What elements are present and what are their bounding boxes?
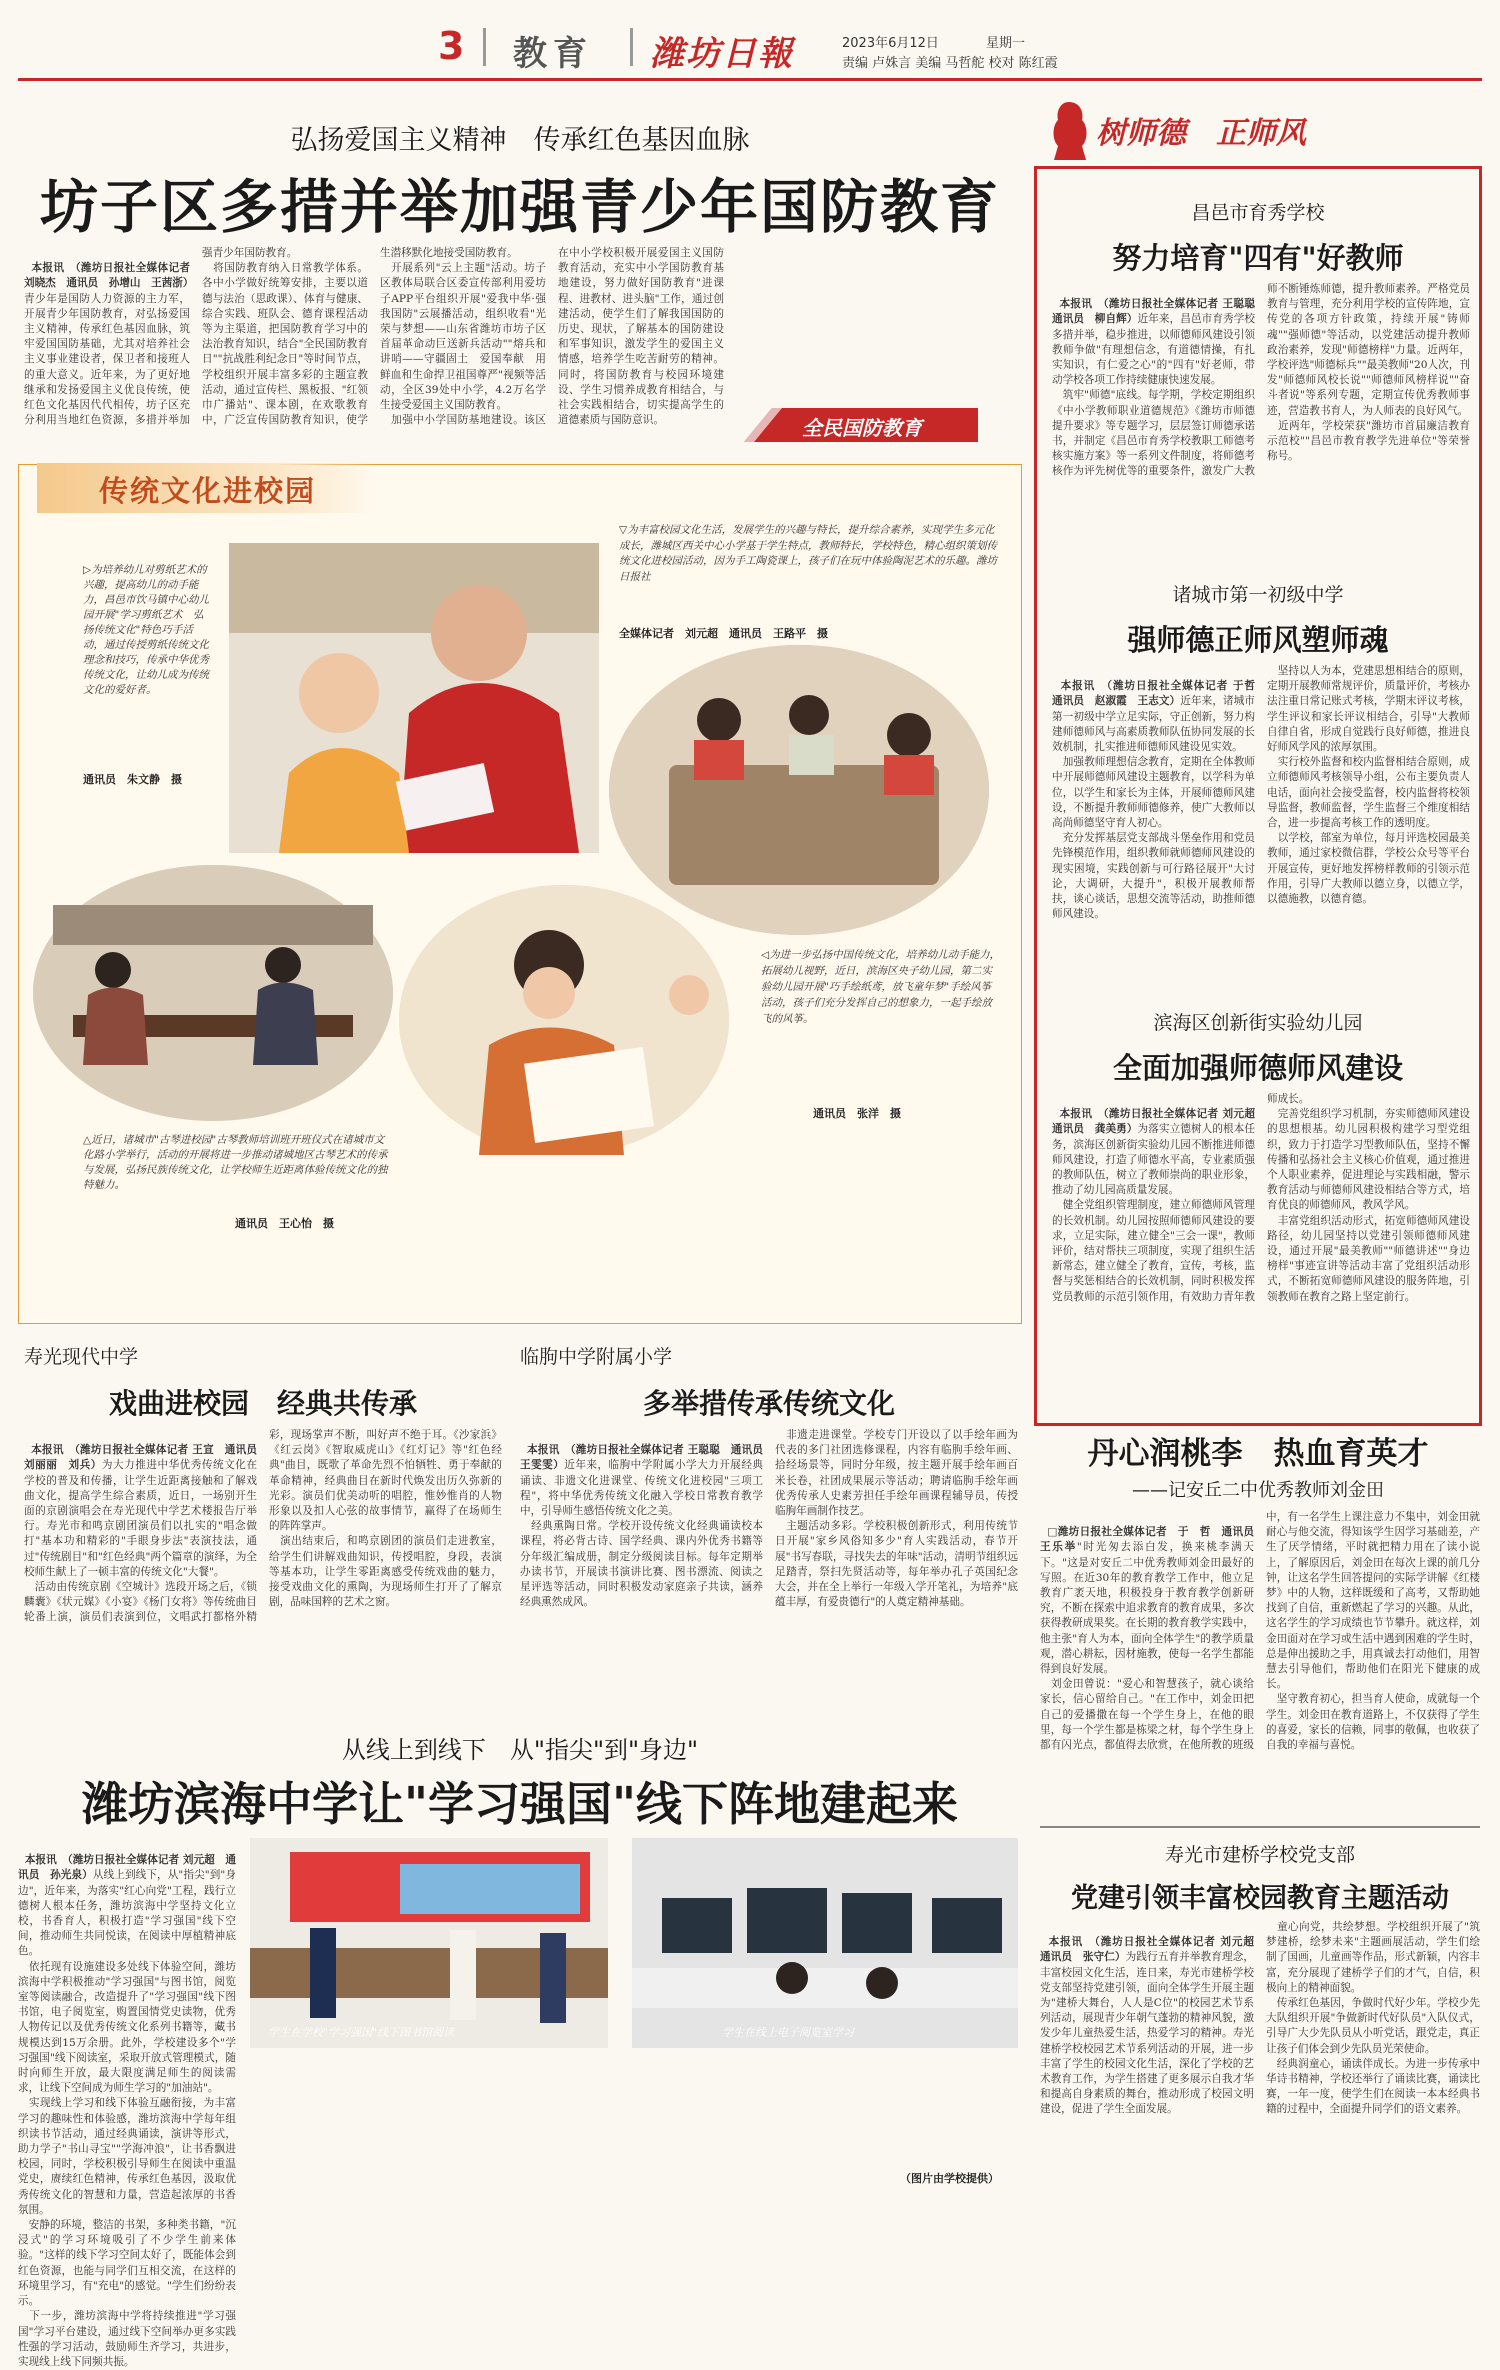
article2-title: 潍坊滨海中学让"学习强国"线下阵地建起来 — [82, 1777, 958, 1831]
caption-e-reading-room: 学生在线上电子阅览室学习 — [722, 2026, 854, 2039]
article2-body-col1 — [18, 1838, 236, 2368]
culture-banner — [37, 463, 377, 513]
s1-kicker: 昌邑市育秀学校 — [1191, 202, 1325, 224]
masthead-rule — [18, 78, 1482, 81]
s1-body — [1052, 282, 1470, 532]
s2-text: 近年来，诸城市第一初级中学立足实际，守正创新，努力构建师德师风与高素质教师队伍协同发展的长效机制，扎实推进师德师风建设见实效。 加强教师理想信念教育，定期在全体教师中开展师德师风建设主题教育，以学科为单位，以学生和家长为主体，开展师德师风建设，不断提升教师师德修养，使广大教师以高尚师德坚守育人初心。 充分发挥基层党支部战斗堡垒作用和党员先锋模范作用，组织教师就师德师风建设的现实困境，实践创新与可行路径展开"大讨论，大调研，大提升"，积极开展教师帮扶，谈心谈话，思想交流等活动，助推师德师风建设。 坚持以人为本，党建思想相结合的原则，定期开展教师常规评价，质量评价，考核办法注重日常记账式考核，学期末评议考核，学生评议和家长评议相结合，引导"大教师自律自省，形成自觉践行良好师德，推进良好师风学风的浓厚氛围。 实行校外监督和校内监督相结合原则，成立师德师风考核领导小组，公布主要负责人电话，面向社会接受监督，校内监督将校领导监督，教师监督，学生监督三个维度相结合，进一步提高考核工作的透明度。 以学校，部室为单位，每月评选校园最美教师，通过家校微信群，学校公众号等平台开展宣传，更好地发挥榜样教师的引领示范作用，引导广大教师以德立身，以德立学，以德施教，以德育德。 — [1052, 665, 1470, 921]
kites-illustration — [399, 885, 729, 1155]
s3-body — [1052, 1092, 1470, 1410]
linqu-body — [520, 1428, 1018, 1706]
issue-date: 2023年6月12日 — [842, 36, 939, 51]
culture-box — [18, 464, 1022, 1324]
s1-title: 努力培育"四有"好教师 — [1112, 241, 1404, 275]
caption-kites: ◁为进一步弘扬中国传统文化，培养幼儿动手能力，拓展幼儿视野，近日，滨海区央子幼儿园，第二实验幼儿园开展"巧手绘纸鸢，放飞童年梦"手绘风筝活动，孩子们充分发挥自己的想象力，一起手绘放飞的风筝。 — [761, 949, 1001, 1025]
article1-byline: 本报讯 （潍坊日报社全媒体记者 刘晓杰 通讯员 孙增山 王茜浙） — [24, 262, 194, 290]
caption-library: 学生在学校"学习强国"线下图书馆阅读 — [268, 2026, 455, 2039]
shouguang-text: 为大力推进中华优秀传统文化在学校的普及和传播，让学生近距离接触和了解戏曲文化，提高学生综合素质，近日，一场别开生面的京剧演唱会在寿光现代中学艺术楼报告厅举行。寿光市和鸣京剧团演员们以扎实的"唱念做打"基本功和精彩的"手眼身步法"表演技法，通过"传统剧目"和"红色经典"两个篇章的演绎，为全校师生献上了一顿丰富的传统文化"大餐"。 活动由传统京剧《空城计》选段开场之后，《锁麟囊》《状元媒》《小宴》《杨门女将》等传统曲目轮番上演，演员们表演到位，文唱武打都格外精彩，现场掌声不断，叫好声不绝于耳。《沙家浜》《红云岗》《智取威虎山》《红灯记》等"红色经典"曲目，既歌了革命先烈不怕牺牲、勇于奉献的革命精神，经典曲目在新时代焕发出历久弥新的光彩。演员们优美动听的唱腔，惟妙惟肖的人物形象以及扣人心弦的故事情节，赢得了在场师生的阵阵掌声。 演出结束后，和鸣京剧团的演员们走进教室，给学生们讲解戏曲知识，传授唱腔，身段，表演等基本功，让学生零距离感受传统戏曲的魅力，接受戏曲文化的熏陶，为现场师生打开了了解京剧，品味国粹的艺术之窗。 — [24, 1429, 502, 1624]
s1-text: 近年来，昌邑市育秀学校多措并举，稳步推进，以师德师风建设引领教师争做"有理想信念，有道德情操，有扎实知识，有仁爱之心"的"四有"好老师，带动学校各项工作持续健康快速发展。 筑牢"师德"底线。每学期，学校定期组织《中小学教师职业道德规范》《潍坊市师德提升要求》等专题学习，层层签订师德承诺书，并制定《昌邑市育秀学校教职工师德考核实施方案》等一系列文件制度，将师德考核作为评先树优等的重要条件，激发广大教师不断锤炼师德，提升教师素养。严格党员教育与管理，充分利用学校的宣传阵地，宣传党的各项方针政策，持续开展"铸师魂""强师德"等活动，以党建活动提升教师政治素养，发现"师德榜样"力量。近两年，学校评选"师德标兵""最美教师"20人次，刊发"师德师风校长说""师德师风榜样说""奋斗者说"等系列专题，定期宣传优秀教师事迹，营造教书育人，为人师表的良好风气。 近两年，学校荣获"潍坊市首届廉洁教育示范校""昌邑市教育教学先进单位"等荣誉称号。 — [1052, 283, 1470, 478]
s2-body — [1052, 664, 1470, 972]
linqu-kicker: 临朐中学附属小学 — [520, 1346, 673, 1368]
photo-e-reading-room — [632, 1838, 1018, 2048]
defense-badge — [742, 404, 982, 444]
article1-kicker: 弘扬爱国主义精神 传承红色基因血脉 — [290, 125, 750, 156]
article1-title: 坊子区多措并举加强青少年国防教育 — [39, 173, 1000, 241]
s3-title: 全面加强师德师风建设 — [1112, 1051, 1403, 1085]
issue-weekday: 星期一 — [986, 36, 1026, 51]
s4-subtitle: ——记安丘二中优秀教师刘金田 — [1132, 1480, 1384, 1501]
s4-byline: □潍坊日报社全媒体记者 于 哲 通讯员 王乐举 — [1040, 1526, 1265, 1554]
article1-text: 青少年是国防人力资源的主力军，开展青少年国防教育，对弘扬爱国主义精神，传承红色基因血脉，筑牢爱国国防基础，尤其对培养社会主义事业建设者，保卫者和接班人的重大意义。近年来，为了更好地继承和发扬爱国主义优良传统，使红色文化基因代代相传，坊子区充分利用当地红色资源，多措并举加强青少年国防教育。 将国防教育纳入日常教学体系。各中小学做好统筹安排，主要以道德与法治（思政课）、体育与健康、综合实践、班队会、德育课程活动等为主渠道，把国防教育学习中的法治教育知识，结合"全民国防教育日""抗战胜利纪念日"等时间节点，学校组织开展丰富多彩的主题宣教活动，通过宣传栏、黑板报、"红领巾广播站"、课本剧，在欢歌教育中，广泛宣传国防教育知识，使学生潜移默化地接受国防教育。 开展系列"云上主题"活动。坊子区教体局联合区委宣传部利用爱坊子APP平台组织开展"爱我中华·强我国防"云展播活动，组织收看"光荣与梦想——山东省潍坊市坊子区首届革命动巨送新兵活动""熔兵和讲哨——守疆固土 爱国奉献 用鲜血和生命捍卫祖国尊严"视频等活动，全区39处中小学，4.2万名学生接受爱国主义国防教育。 加强中小学国防基地建设。该区在中小学校积极开展爱国主义国防教育活动，充实中小学国防教育基地建设，努力做好国防教育"进课程、进教材、进头脑"工作，通过创建活动，使学生们了解我国国防的历史、现状，了解基本的国防建设和军事知识，激发学生的爱国主义情感，培养学生吃苦耐劳的精神。同时，将国防教育与校园环境建设、学生习惯养成教育相结合，与社会实践相结合，切实提高学生的道德素质与国防意识。 — [24, 247, 724, 427]
e-reading-illustration — [632, 1838, 1018, 2048]
article2-kicker: 从线上到线下 从"指尖"到"身边" — [341, 1736, 699, 1764]
photo-paper-cutting — [229, 543, 599, 853]
linqu-byline: 本报讯 （潍坊日报社全媒体记者 王聪聪 通讯员 王雯雯） — [520, 1444, 774, 1472]
s4-body — [1040, 1510, 1480, 1806]
s4-title: 丹心润桃李 热血育英才 — [1087, 1436, 1429, 1472]
sidebar-brand — [1040, 96, 1482, 166]
s3-byline: 本报讯 （潍坊日报社全媒体记者 刘元超 通讯员 龚美勇） — [1052, 1108, 1266, 1136]
caption-guqin: △近日，诸城市"古琴进校园"古琴教师培训班开班仪式在诸城市文化路小学举行，活动的开展将进一步推动诸城地区古琴艺术的传承与发展，弘扬民族传统文化，让学校师生近距离体验传统文化的独特魅力。 — [83, 1134, 388, 1191]
article2-photo-credit: （图片由学校提供） — [900, 2172, 999, 2185]
badge-label: 全民国防教育 — [802, 416, 922, 440]
shouguang-byline: 本报讯 （潍坊日报社全媒体记者 王宣 通讯员 刘丽丽 刘兵） — [24, 1444, 268, 1472]
culture-banner-text: 传统文化进校园 — [99, 474, 317, 508]
caption-pottery: ▽为丰富校园文化生活，发展学生的兴趣与特长，提升综合素养，实现学生多元化成长，潍城区西关中心小学基于学生特点，教师特长，学校特色，精心组织策划传统文化进校园活动，因为手工陶瓷课上，孩子们在玩中体验陶泥艺术的乐趣。潍坊日报社 — [619, 524, 997, 583]
masthead-divider — [483, 28, 486, 66]
teacher-silhouette-icon — [1044, 96, 1094, 160]
s2-title: 强师德正师风塑师魂 — [1127, 623, 1389, 657]
s5-kicker: 寿光市建桥学校党支部 — [1164, 1844, 1355, 1866]
brand-text-b: 正师风 — [1216, 116, 1306, 151]
shouguang-body — [24, 1428, 502, 1706]
caption-paper-cutting: ▷为培养幼儿对剪纸艺术的兴趣，提高幼儿的动手能力，昌邑市饮马镇中心幼儿园开展"学习剪纸艺术 弘扬传统文化"特色巧手活动，通过传授剪纸传统文化理念和技巧，传承中华优秀传统文化，让幼儿成为传统文化的爱好者。 — [83, 564, 209, 696]
editor-credits: 责编 卢姝言 美编 马哲舵 校对 陈红霞 — [842, 56, 1058, 71]
s5-title: 党建引领丰富校园教育主题活动 — [1071, 1883, 1449, 1914]
s3-text: 为落实立德树人的根本任务，滨海区创新街实验幼儿园不断推进师德师风建设，打造了师德水平高，专业素质强的教师队伍，树立了教师崇尚的职业形象，推动了幼儿园高质量发展。 健全党组织管理制度，建立师德师风管理的长效机制。幼儿园按照师德师风建设的要求，立足实际，建立健全"三会一课"，教师评价，结对帮扶三项制度，实现了组织生活新常态，建立健全了教育，宣传，考核，监督与奖惩相结合的长效机制，同时积极发挥党员教师的示范引领作用，有效助力青年教师成长。 完善党组织学习机制，夯实师德师风建设的思想根基。幼儿园积极构建学习型党组织，致力于打造学习型教师队伍，坚持不懈传播和弘扬社会主义核心价值观，通过推进个人职业素养，促进理论与实践相融，警示教育活动与师德师风建设相结合等方式，培育优良的师德师风，教风学风。 丰富党组织活动形式，拓宽师德师风建设路径，幼儿园坚持以党建引领师德师风建设，通过开展"最美教师""师德讲述""身边榜样"事迹宣讲等活动丰富了党组织活动形式，不断拓宽师德师风建设的服务阵地，引领教师在教育之路上坚定前行。 — [1052, 1093, 1470, 1303]
photo-kites — [399, 885, 729, 1155]
photo-library — [250, 1838, 608, 2048]
s5-body — [1040, 1920, 1480, 2176]
section-name: 教育 — [513, 34, 593, 74]
s2-kicker: 诸城市第一初级中学 — [1172, 584, 1344, 606]
paper-logo: 潍坊日報 — [650, 34, 794, 74]
article2-text: 从线上到线下，从"指尖"到"身边"，近年来，为落实"红心向党"工程，践行立德树人根本任务，潍坊滨海中学坚持文化立校，书香育人，积极打造"学习强国"线下空间，推动师生共同悦读，在阅读中厚植精神底色。 依托现有设施建设多处线下体验空间，潍坊滨海中学积极推动"学习强国"与图书馆，阅览室等阅读融合，改造提升了"学习强国"线下图书馆，电子阅览室，购置国情党史读物，优秀人物传记以及优秀传统文化系列书籍等，藏书规模达到15万余册。此外，学校建设多个"学习强国"线下阅读室，采取开放式管理模式，随时向师生开放，最大限度满足师生的阅读需求，让线下空间成为师生学习的"加油站"。 实现线上学习和线下体验互融衔接，为丰富学习的趣味性和体验感，潍坊滨海中学每年组织读书节活动，通过经典诵读，演讲等形式，助力学子"书山寻宝""学海冲浪"，让书香飘进校园，同时，学校积极引导师生在阅读中重温党史，赓续红色精神，传承红色基因，汲取优秀传统文化的智慧和力量，营造起浓厚的书香氛围。 安静的环境，整洁的书架，多种类书籍，"沉浸式"的学习环境吸引了不少学生前来体验。"这样的线下学习空间太好了，既能体会到红色资源，也能与同学们互相交流，在这样的环境里学习，有"充电"的感觉。"学生们纷纷表示。 下一步，潍坊滨海中学将持续推进"学习强国"学习平台建设，通过线下空间举办更多实践性强的学习活动，鼓励师生齐学习，共进步，实现线上线下同频共振。 — [18, 1869, 236, 2368]
article2-body-rest — [250, 2058, 1018, 2176]
library-illustration — [250, 1838, 608, 2048]
s5-text: 为践行五育并举教育理念，丰富校园文化生活，连日来，寿光市建桥学校党支部坚持党建引领，面向全体学生开展主题为"建桥大舞台，人人是C位"的校园艺术节系列活动，展现青少年朝气蓬勃的精神风貌，激发少年儿童热爱生活，热爱学习的精神。寿光建桥学校校园艺术节系列活动的开展，进一步丰富了学生的校园文化生活，深化了学校的艺术教育工作，为学生搭建了更多展示自我才华和提高自身素质的舞台，推动形成了校园文明建设，促进了学生全面发展。 童心向党，共绘梦想。学校组织开展了"筑梦建桥，绘梦未来"主题画展活动，学生们绘制了国画，儿童画等作品，形式新颖，内容丰富，充分展现了建桥学子们的才气，自信，积极向上的精神面貌。 传承红色基因，争做时代好少年。学校少先大队组织开展"争做新时代好队员"入队仪式，引导广大少先队员从小听党话，跟党走，真正让孩子们体会到少先队员光荣使命。 经典润童心，诵读伴成长。为进一步传承中华诗书精神，学校还举行了诵读比赛，诵读比赛，一年一度，使学生们在阅读一本本经典书籍的过程中，全面提升同学们的语文素养。 — [1040, 1921, 1480, 2116]
caption-pottery-credit: 全媒体记者 刘元超 通讯员 王路平 摄 — [619, 627, 828, 640]
caption-paper-cutting-credit: 通讯员 朱文静 摄 — [83, 773, 182, 786]
s2-byline: 本报讯 （潍坊日报社全媒体记者 于哲 通讯员 赵淑霞 王志文） — [1052, 680, 1266, 708]
article2-byline: 本报讯 （潍坊日报社全媒体记者 刘元超 通讯员 孙光泉） — [18, 1854, 236, 1882]
article1-body-tail — [740, 246, 1012, 386]
s4-text: "时光匆去添白发，换来桃李满天下。"这是对安丘二中优秀教师刘金田最好的写照。在近30年的教育教学工作中，他立足教育广袤天地，积极投身于教育教学创新研究，不断在探索中追求教育的教育成果，多次获得教研成果奖。在长期的教育教学实践中，他主张"育人为本，面向全体学生"的教学质量观，潜心耕耘，因材施教，使每一名学生都能得到良好发展。 刘金田曾说："爱心和智慧孩子，就心谈给家长，信心留给自己。"在工作中，刘金田把自己的爱播撒在每一个学生身上，在他的眼里，每一个学生都是栋梁之材，每个学生身上都有闪光点，都值得去欣赏，在他所教的班级中，有一名学生上课注意力不集中，刘金田就耐心与他交流，得知该学生因学习基础差，产生了厌学情绪，平时就把精力用在了读小说上，了解原因后，刘金田在每次上课的前几分钟，让这名学生回答提问的实际学讲解《红楼梦》中的人物，这样既缓和了高考，又帮助她找到了自信，重新燃起了学习的兴趣。从此，这名学生的学习成绩也节节攀升。就这样，刘金田面对在学习或生活中遇到困难的学生时，总是伸出援助之手，用真诚去打动他们，用智慧去引导他们，帮助他们在阳光下健康的成长。 坚守教育初心，担当育人使命，成就每一个学生。刘金田在教育道路上，不仅获得了学生的喜爱，家长的信赖，同事的敬佩，也收获了自我的幸福与喜悦。 — [1040, 1511, 1480, 1752]
masthead-divider-2 — [630, 28, 633, 66]
paper-cutting-illustration — [229, 543, 599, 853]
shouguang-title: 戏曲进校园 经典共传承 — [108, 1387, 417, 1420]
article1-body — [24, 246, 724, 458]
s1-byline: 本报讯 （潍坊日报社全媒体记者 王聪聪 通讯员 柳自辉） — [1052, 298, 1266, 326]
s5-byline: 本报讯 （潍坊日报社全媒体记者 刘元超 通讯员 张守仁） — [1040, 1936, 1265, 1964]
masthead — [18, 18, 1482, 78]
sidebar-divider — [1040, 1826, 1480, 1828]
linqu-text: 近年来，临朐中学附属小学大力开展经典诵读、非遗文化进课堂、传统文化进校园"三项工程"，将中华优秀传统文化融入学校日常教育教学中，引导师生感悟传统文化之美。 经典熏陶日常。学校开设传统文化经典诵读校本课程，将必背古诗、国学经典、课内外优秀书籍等分年级汇编成册，制定分级阅读目标。每年定期举办读书节，开展读书演讲比赛、图书漂流、阅读之星评选等活动，同时积极发动家庭亲子共读，涵养经典熏然成风。 非遗走进课堂。学校专门开设以了以手绘年画为代表的多门社团选修课程，内容有临朐手绘年画、拾经场景等，同时分年级，按主题开展手绘年画百米长卷，社团成果展示等活动；聘请临朐手绘年画优秀传承人史素芳担任手绘年画课程辅导员，传授临朐年画制作技艺。 主题活动多彩。学校积极创新形式，利用传统节日开展"家乡风俗知多少"育人实践活动，春节开展"书写春联，寻找失去的年味"活动，清明节组织远足踏青，祭扫先贤活动等，每年举办孔子英国纪念大会，并在全上举行一年级入学开笔礼，为培养"底蕴丰厚，有爱贵德行"的人奠定精神基础。 — [520, 1429, 1018, 1609]
photo-guqin — [33, 865, 393, 1120]
guqin-illustration — [33, 865, 393, 1120]
brand-text-a: 树师德 — [1096, 116, 1186, 151]
s3-kicker: 滨海区创新街实验幼儿园 — [1153, 1012, 1363, 1034]
caption-kites-credit: 通讯员 张洋 摄 — [813, 1107, 901, 1120]
shouguang-kicker: 寿光现代中学 — [24, 1346, 139, 1368]
page-number: 3 — [438, 24, 465, 68]
caption-guqin-credit: 通讯员 王心怡 摄 — [235, 1217, 334, 1230]
linqu-title: 多举措传承传统文化 — [642, 1387, 895, 1420]
